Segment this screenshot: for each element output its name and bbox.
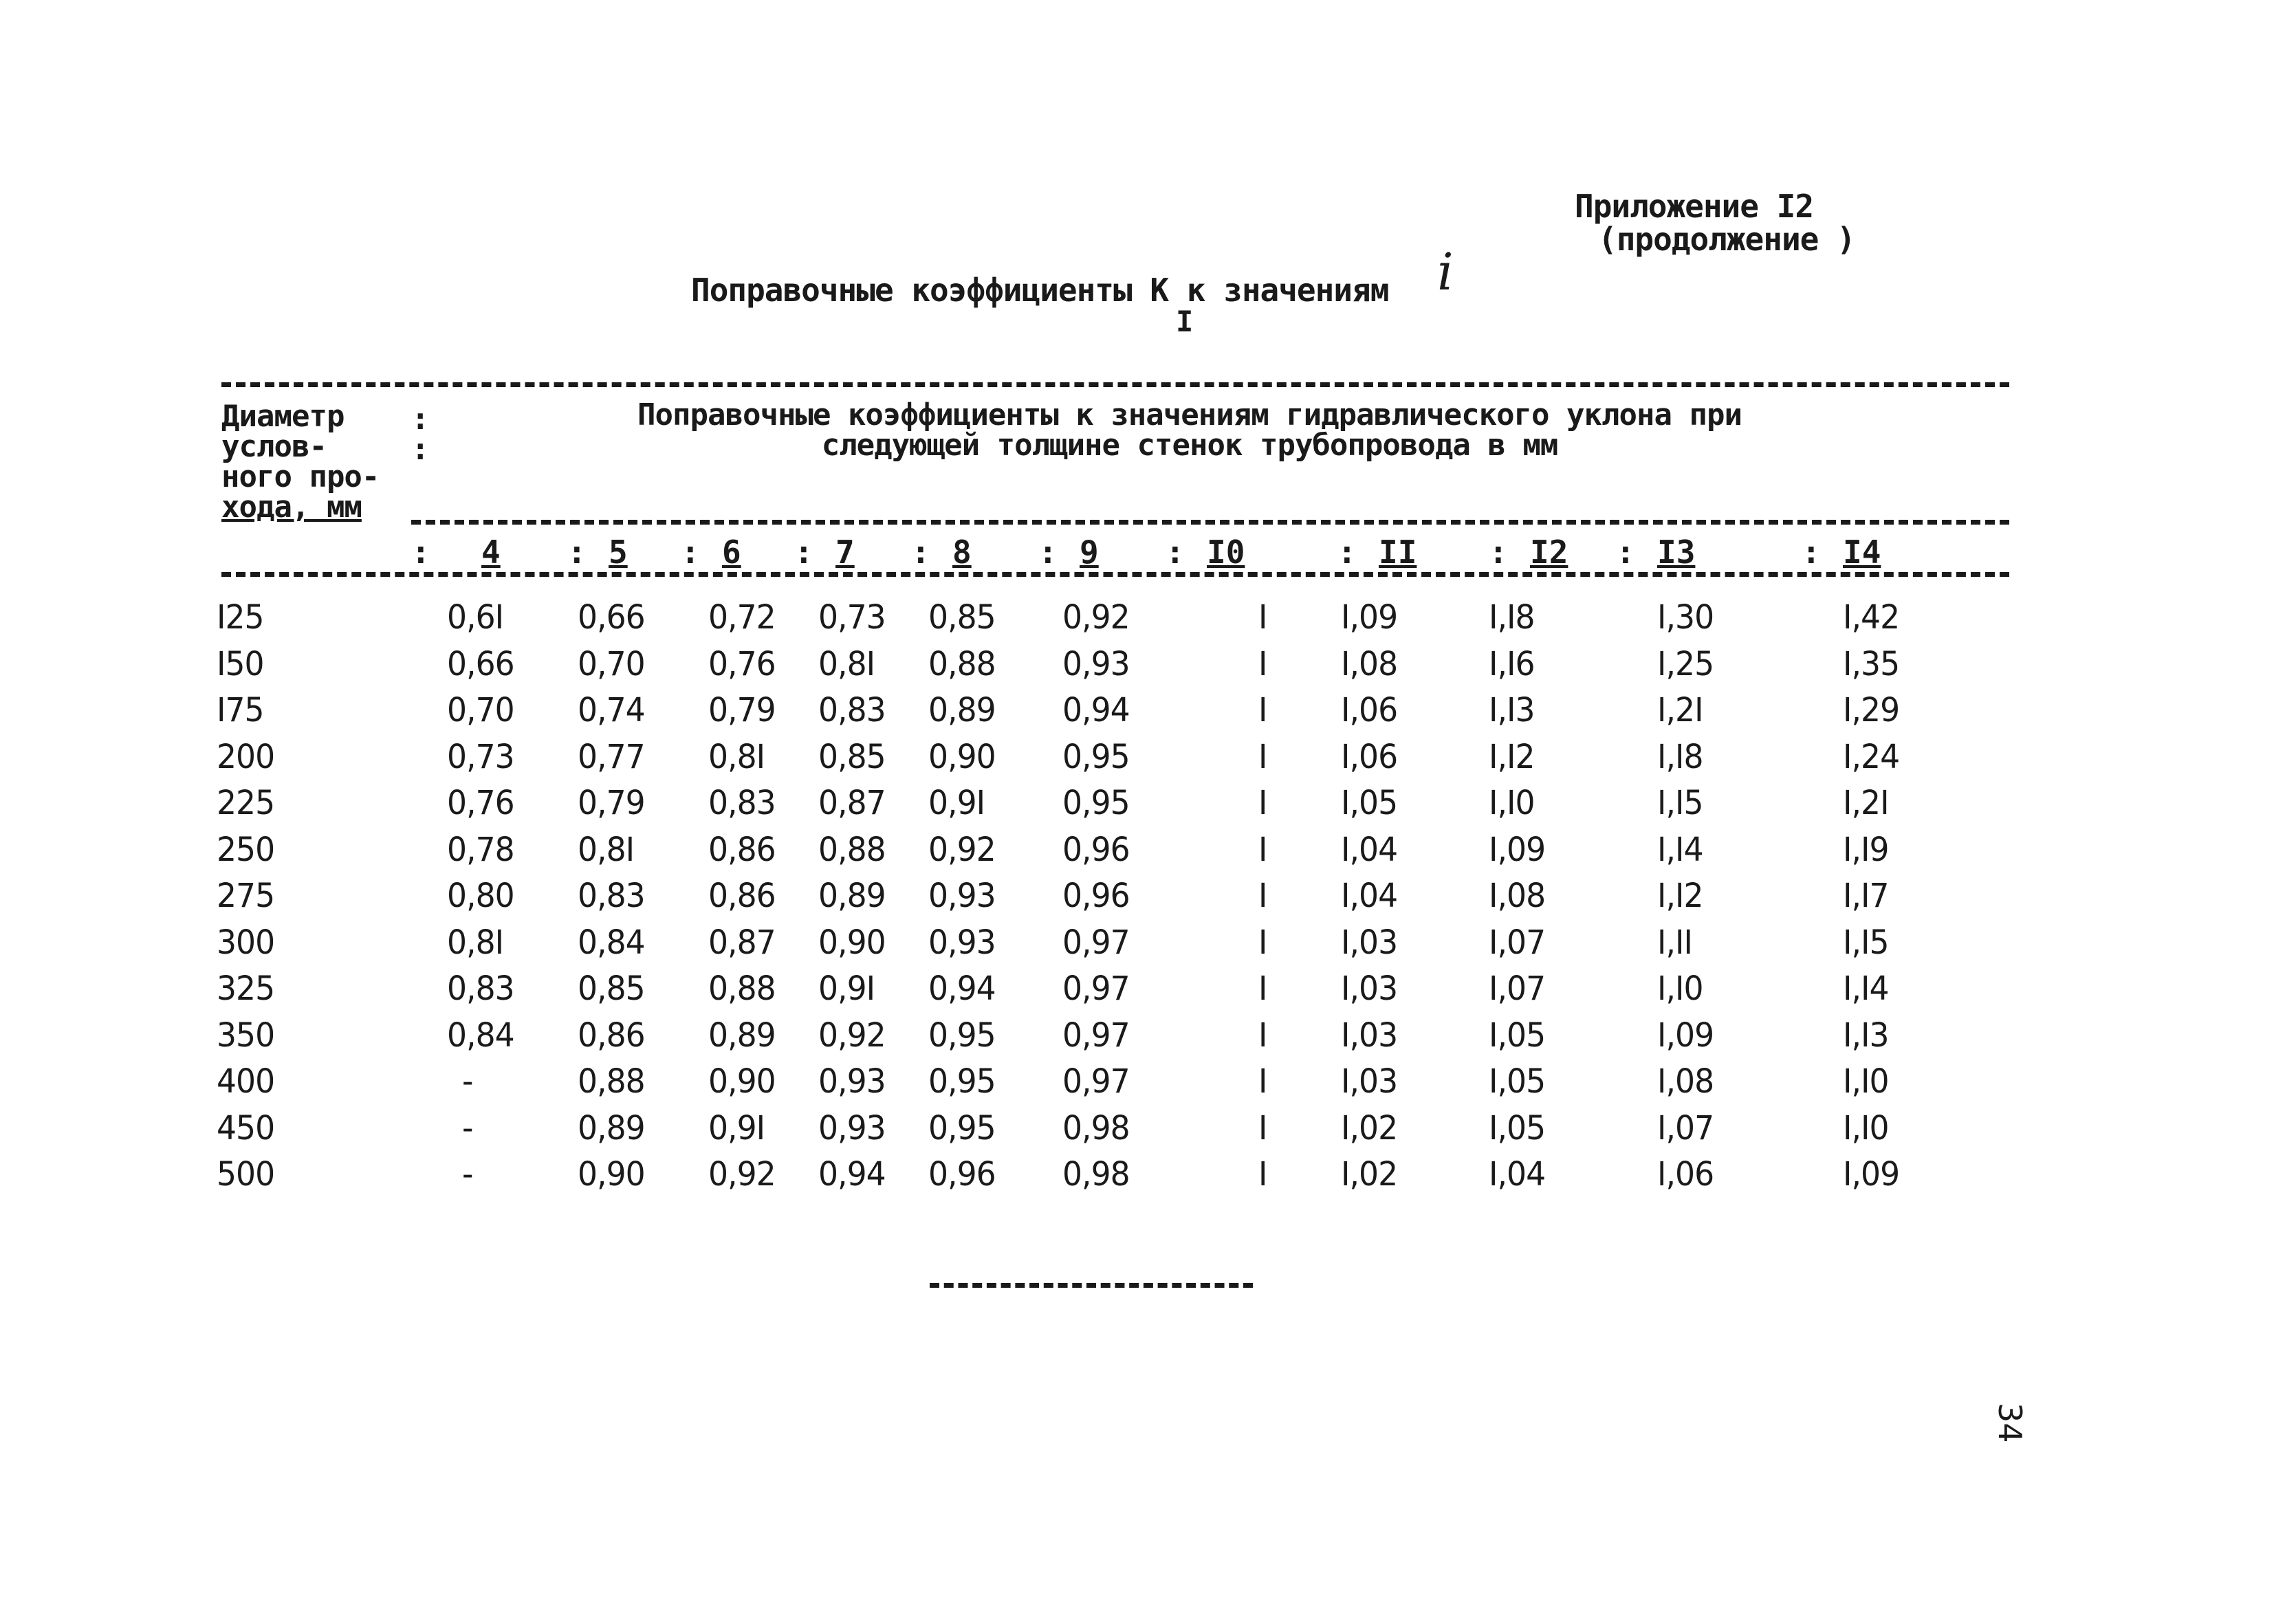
appendix-line-2: (продолжение ) — [1598, 221, 1855, 258]
row-diameter: 450 — [217, 1108, 275, 1148]
coefficient-cell: I,I9 — [1843, 830, 1889, 869]
coefficient-cell: 0,70 — [578, 644, 645, 683]
coefficient-cell: 0,97 — [1062, 1062, 1130, 1101]
coefficient-cell: 0,94 — [1062, 691, 1130, 729]
coefficient-cell: I — [1258, 784, 1267, 822]
coefficient-cell: I,I8 — [1489, 598, 1535, 637]
coefficient-cell: 0,83 — [578, 877, 645, 915]
row-diameter: 275 — [217, 877, 275, 915]
column-separator: : — [1802, 534, 1821, 571]
row-diameter: 250 — [217, 830, 275, 869]
coefficient-cell: I,05 — [1489, 1016, 1546, 1055]
coefficient-cell: I,29 — [1843, 691, 1900, 729]
appendix-line-1: Приложение I2 — [1575, 188, 1814, 225]
coefficient-cell: I,09 — [1657, 1016, 1714, 1055]
row-diameter: 400 — [217, 1062, 275, 1101]
coefficient-cell: I,03 — [1341, 1016, 1398, 1055]
coefficient-cell: 0,88 — [578, 1062, 645, 1101]
thickness-column-header: I4 — [1843, 534, 1881, 571]
coefficient-cell: I,I2 — [1657, 877, 1703, 915]
column-separator: : — [794, 534, 813, 571]
thickness-column-header: 9 — [1080, 534, 1099, 571]
column-separator: : — [1038, 534, 1058, 571]
thickness-column-header: I2 — [1530, 534, 1568, 571]
diameter-header — [221, 399, 380, 525]
coefficient-cell: I,02 — [1341, 1108, 1398, 1148]
coefficient-cell: 0,98 — [1062, 1108, 1130, 1148]
coefficient-cell: 0,92 — [928, 830, 996, 869]
coefficient-cell: 0,86 — [708, 830, 776, 869]
coefficient-cell: I,I5 — [1657, 784, 1703, 822]
coefficient-cell: I,I7 — [1843, 877, 1889, 915]
appendix-label — [1575, 190, 1855, 256]
coefficient-cell: 0,86 — [578, 1016, 645, 1055]
coefficient-cell: I,05 — [1341, 784, 1398, 822]
coefficient-cell: 0,88 — [818, 830, 886, 869]
column-separator: : — [1166, 534, 1185, 571]
coefficient-cell: 0,8I — [447, 923, 504, 962]
coefficient-cell: 0,95 — [928, 1062, 996, 1101]
coefficient-cell: 0,92 — [818, 1016, 886, 1055]
coefficient-cell: 0,9I — [928, 784, 985, 822]
coefficient-cell: I,07 — [1489, 923, 1546, 962]
header-colon: : — [411, 402, 430, 437]
coefficient-cell: I,I5 — [1843, 923, 1889, 962]
page-number: 34 — [1991, 1403, 2029, 1443]
coefficient-cell: 0,92 — [708, 1155, 776, 1194]
coefficient-cell: I,42 — [1843, 598, 1900, 637]
row-diameter: 500 — [217, 1155, 275, 1194]
coefficient-cell: I,04 — [1489, 1155, 1546, 1194]
coefficient-cell: 0,88 — [708, 969, 776, 1008]
thickness-column-header: 6 — [722, 534, 741, 571]
coefficient-cell: 0,97 — [1062, 923, 1130, 962]
coefficient-cell: I — [1258, 1016, 1267, 1055]
coefficient-cell: 0,85 — [578, 969, 645, 1008]
coefficient-cell: - — [462, 1108, 473, 1148]
coefficient-cell: 0,90 — [818, 923, 886, 962]
coefficient-cell: I,06 — [1341, 691, 1398, 729]
coefficient-cell: 0,97 — [1062, 969, 1130, 1008]
coefficient-cell: 0,93 — [1062, 644, 1130, 683]
coefficient-cell: 0,83 — [447, 969, 514, 1008]
coefficient-cell: 0,8I — [708, 737, 765, 776]
coefficient-cell: I — [1258, 1155, 1267, 1194]
coefficient-cell: I,I0 — [1657, 969, 1703, 1008]
coefficient-cell: 0,85 — [928, 598, 996, 637]
coefficient-cell: I,I3 — [1843, 1016, 1889, 1055]
coefficient-cell: I,07 — [1489, 969, 1546, 1008]
coefficient-cell: 0,88 — [928, 644, 996, 683]
coefficient-cell: I,05 — [1489, 1108, 1546, 1148]
coefficient-cell: I,03 — [1341, 923, 1398, 962]
column-separator: : — [567, 534, 587, 571]
coefficient-cell: 0,93 — [818, 1062, 886, 1101]
coefficient-cell: 0,93 — [928, 923, 996, 962]
column-separator: : — [681, 534, 700, 571]
column-separator: : — [1489, 534, 1508, 571]
coefficient-cell: - — [462, 1062, 473, 1101]
coefficient-cell: 0,89 — [928, 691, 996, 729]
coefficient-cell: I,06 — [1657, 1155, 1714, 1194]
page-title — [691, 243, 1453, 338]
coefficient-cell: 0,73 — [818, 598, 886, 637]
coefficient-cell: 0,77 — [578, 737, 645, 776]
coefficient-cell: I — [1258, 830, 1267, 869]
coefficient-cell: 0,95 — [928, 1108, 996, 1148]
coefficient-cell: 0,84 — [447, 1016, 514, 1055]
coefficient-cell: I,09 — [1489, 830, 1546, 869]
coefficient-cell: 0,8I — [818, 644, 875, 683]
coefficient-cell: 0,9I — [818, 969, 875, 1008]
coefficient-cell: I,03 — [1341, 1062, 1398, 1101]
coefficient-cell: I,09 — [1341, 598, 1398, 637]
coefficient-cell: 0,96 — [1062, 830, 1130, 869]
coefficient-cell: 0,6I — [447, 598, 504, 637]
thickness-column-header: I0 — [1207, 534, 1245, 571]
coefficient-cell: 0,8I — [578, 830, 635, 869]
column-separator: : — [1616, 534, 1635, 571]
diameter-header-line: услов- — [221, 429, 327, 464]
coefficient-cell: - — [462, 1155, 473, 1194]
coefficient-cell: 0,87 — [708, 923, 776, 962]
coefficient-cell: 0,90 — [578, 1155, 645, 1194]
diameter-header-line: Диаметр — [221, 399, 345, 434]
coefficient-cell: 0,66 — [578, 598, 645, 637]
coefficients-header-line: Поправочные коэффициенты к значениям гидравлического уклона при — [637, 397, 1742, 432]
coefficient-cell: 0,66 — [447, 644, 514, 683]
coefficient-cell: 0,9I — [708, 1108, 765, 1148]
title-subscript: I — [1176, 305, 1193, 338]
coefficient-cell: 0,76 — [447, 784, 514, 822]
coefficient-cell: 0,93 — [928, 877, 996, 915]
coefficient-cell: I,I0 — [1489, 784, 1535, 822]
diameter-header-line: ного про- — [221, 459, 380, 494]
coefficient-cell: 0,98 — [1062, 1155, 1130, 1194]
coefficient-cell: 0,92 — [1062, 598, 1130, 637]
coefficient-cell: 0,90 — [928, 737, 996, 776]
coefficient-cell: 0,95 — [1062, 737, 1130, 776]
coefficient-cell: I — [1258, 737, 1267, 776]
coefficient-cell: 0,94 — [928, 969, 996, 1008]
coefficient-cell: I,02 — [1341, 1155, 1398, 1194]
coefficient-cell: I,08 — [1489, 877, 1546, 915]
column-separator: : — [911, 534, 930, 571]
row-diameter: I75 — [217, 691, 264, 729]
coefficient-cell: I — [1258, 1108, 1267, 1148]
coefficient-cell: I,I3 — [1489, 691, 1535, 729]
header-mid-rule — [411, 520, 2009, 525]
title-variable: i — [1437, 243, 1453, 302]
coefficient-cell: 0,89 — [818, 877, 886, 915]
coefficient-cell: I — [1258, 598, 1267, 637]
column-separator: : — [411, 534, 430, 571]
column-separator: : — [1337, 534, 1357, 571]
coefficient-cell: I — [1258, 691, 1267, 729]
row-diameter: 200 — [217, 737, 275, 776]
row-diameter: I25 — [217, 598, 264, 637]
coefficient-cell: I,2I — [1657, 691, 1703, 729]
coefficient-cell: I,25 — [1657, 644, 1714, 683]
coefficient-cell: I — [1258, 969, 1267, 1008]
coefficient-cell: 0,83 — [708, 784, 776, 822]
coefficient-cell: 0,84 — [578, 923, 645, 962]
thickness-column-header: 7 — [835, 534, 855, 571]
coefficient-cell: 0,83 — [818, 691, 886, 729]
coefficient-cell: I,30 — [1657, 598, 1714, 637]
thickness-column-header: 8 — [952, 534, 972, 571]
coefficient-cell: 0,90 — [708, 1062, 776, 1101]
table-top-rule — [221, 382, 2009, 387]
coefficient-cell: I,I4 — [1843, 969, 1889, 1008]
row-diameter: I50 — [217, 644, 264, 683]
coefficient-cell: 0,78 — [447, 830, 514, 869]
coefficient-cell: 0,80 — [447, 877, 514, 915]
coefficient-cell: 0,74 — [578, 691, 645, 729]
coefficient-cell: I,I0 — [1843, 1062, 1889, 1101]
coefficient-cell: 0,89 — [708, 1016, 776, 1055]
coefficient-cell: I,II — [1657, 923, 1693, 962]
coefficient-cell: 0,96 — [1062, 877, 1130, 915]
coefficient-cell: I,35 — [1843, 644, 1900, 683]
coefficients-header-line: следующей толщине стенок трубопровода в мм — [821, 428, 1558, 463]
title-text: Поправочные коэффициенты К к значениям — [691, 272, 1389, 309]
coefficient-cell: 0,76 — [708, 644, 776, 683]
thickness-column-header: 5 — [609, 534, 628, 571]
coefficient-cell: 0,97 — [1062, 1016, 1130, 1055]
coefficient-cell: I — [1258, 1062, 1267, 1101]
row-diameter: 325 — [217, 969, 275, 1008]
header-colon: : — [411, 432, 430, 467]
thickness-column-header: I3 — [1657, 534, 1696, 571]
coefficient-cell: 0,89 — [578, 1108, 645, 1148]
header-bottom-rule — [221, 572, 2009, 577]
thickness-column-header: 4 — [481, 534, 501, 571]
coefficient-cell: I,2I — [1843, 784, 1889, 822]
thickness-column-header: II — [1379, 534, 1417, 571]
coefficient-cell: 0,73 — [447, 737, 514, 776]
row-diameter: 350 — [217, 1016, 275, 1055]
footer-rule — [930, 1283, 1253, 1288]
coefficient-cell: 0,94 — [818, 1155, 886, 1194]
coefficient-cell: 0,79 — [578, 784, 645, 822]
coefficients-header — [598, 397, 1781, 463]
coefficient-cell: 0,95 — [928, 1016, 996, 1055]
coefficient-cell: I,09 — [1843, 1155, 1900, 1194]
coefficient-cell: I,08 — [1657, 1062, 1714, 1101]
coefficient-cell: I — [1258, 923, 1267, 962]
coefficient-cell: I,07 — [1657, 1108, 1714, 1148]
coefficient-cell: I,24 — [1843, 737, 1900, 776]
coefficient-cell: I — [1258, 877, 1267, 915]
row-diameter: 300 — [217, 923, 275, 962]
coefficient-cell: 0,95 — [1062, 784, 1130, 822]
coefficient-cell: 0,85 — [818, 737, 886, 776]
coefficient-cell: I,04 — [1341, 830, 1398, 869]
coefficient-cell: I,05 — [1489, 1062, 1546, 1101]
diameter-header-line: хода, мм — [221, 490, 362, 525]
coefficient-cell: I,06 — [1341, 737, 1398, 776]
coefficient-cell: 0,70 — [447, 691, 514, 729]
coefficient-cell: I,I4 — [1657, 830, 1703, 869]
coefficient-cell: I,08 — [1341, 644, 1398, 683]
coefficient-cell: 0,79 — [708, 691, 776, 729]
row-diameter: 225 — [217, 784, 275, 822]
coefficient-cell: I,03 — [1341, 969, 1398, 1008]
coefficient-cell: I — [1258, 644, 1267, 683]
coefficient-cell: I,I8 — [1657, 737, 1703, 776]
coefficient-cell: 0,96 — [928, 1155, 996, 1194]
coefficient-cell: 0,86 — [708, 877, 776, 915]
coefficient-cell: 0,72 — [708, 598, 776, 637]
coefficient-cell: I,I2 — [1489, 737, 1535, 776]
coefficient-cell: I,I6 — [1489, 644, 1535, 683]
coefficient-cell: I,04 — [1341, 877, 1398, 915]
coefficient-cell: 0,93 — [818, 1108, 886, 1148]
coefficient-cell: 0,87 — [818, 784, 886, 822]
coefficient-cell: I,I0 — [1843, 1108, 1889, 1148]
